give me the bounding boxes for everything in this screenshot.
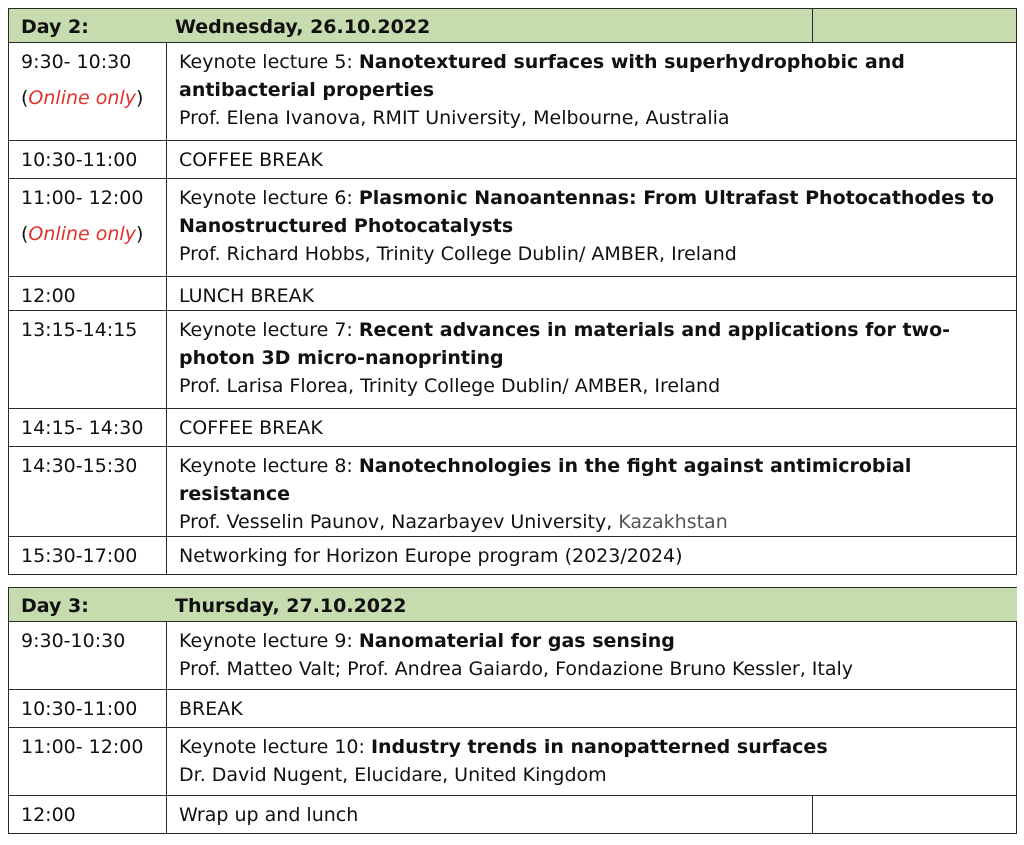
time-text: 11:00- 12:00 — [21, 187, 144, 209]
session-text: BREAK — [179, 698, 243, 720]
session-cell — [167, 179, 1017, 277]
lecture-title: Recent advances in materials and applications for two-photon 3D micro-nanoprinting — [179, 319, 951, 369]
time-cell — [9, 690, 167, 728]
time-text: 12:00 — [21, 285, 76, 307]
time-cell — [9, 179, 167, 277]
day2-header-empty-cell — [813, 9, 1017, 43]
lecture-title: Industry trends in nanopatterned surfaces — [370, 736, 828, 758]
time-text: 14:30-15:30 — [21, 455, 138, 477]
lecture-prefix: Keynote lecture 8: — [179, 455, 359, 477]
time-cell — [9, 622, 167, 690]
schedule-row — [9, 690, 1017, 728]
session-cell — [167, 690, 1017, 728]
schedule-row — [9, 277, 1017, 311]
day2-schedule-table — [8, 8, 1017, 575]
lecture-prefix: Keynote lecture 5: — [179, 51, 359, 73]
speaker-country: Kazakhstan — [618, 511, 728, 533]
session-cell — [167, 537, 1017, 575]
schedule-row — [9, 409, 1017, 447]
online-note-text: Online only — [28, 87, 136, 109]
day3-schedule-table — [8, 587, 1017, 834]
lecture-title: Plasmonic Nanoantennas: From Ultrafast Photocathodes to Nanostructured Photocatalysts — [179, 187, 995, 237]
time-text: 15:30-17:00 — [21, 545, 138, 567]
lecture-title: Nanomaterial for gas sensing — [358, 630, 675, 652]
speaker-text: Dr. David Nugent, Elucidare, United Kingdom — [179, 764, 607, 786]
session-cell — [167, 277, 1017, 311]
schedule-row — [9, 796, 1017, 834]
session-cell — [167, 43, 1017, 141]
time-cell — [9, 447, 167, 537]
time-cell — [9, 796, 167, 834]
empty-cell — [813, 796, 1017, 834]
time-cell — [9, 409, 167, 447]
time-text: 9:30-10:30 — [21, 630, 126, 652]
day2-label: Day 2: — [21, 16, 89, 38]
schedule-row — [9, 537, 1017, 575]
session-cell — [167, 409, 1017, 447]
lecture-prefix: Keynote lecture 6: — [179, 187, 359, 209]
time-text: 13:15-14:15 — [21, 319, 138, 341]
lecture-title: Nanotextured surfaces with superhydrophobic and antibacterial properties — [179, 51, 905, 101]
time-cell — [9, 277, 167, 311]
day3-date: Thursday, 27.10.2022 — [175, 595, 407, 617]
schedule-row — [9, 179, 1017, 277]
time-text: 11:00- 12:00 — [21, 736, 144, 758]
schedule-row — [9, 43, 1017, 141]
session-cell — [167, 796, 813, 834]
time-text: 9:30- 10:30 — [21, 51, 132, 73]
lecture-title: Nanotechnologies in the fight against antimicrobial resistance — [179, 455, 912, 505]
session-text: COFFEE BREAK — [179, 149, 323, 171]
day2-header-cell — [9, 9, 813, 43]
speaker-text: Prof. Richard Hobbs, Trinity College Dublin/ AMBER, Ireland — [179, 243, 737, 265]
schedule-row — [9, 447, 1017, 537]
session-cell — [167, 622, 1017, 690]
time-text: 12:00 — [21, 804, 76, 826]
time-cell — [9, 537, 167, 575]
lecture-prefix: Keynote lecture 10: — [179, 736, 371, 758]
session-cell — [167, 447, 1017, 537]
lecture-prefix: Keynote lecture 7: — [179, 319, 359, 341]
day2-date: Wednesday, 26.10.2022 — [175, 16, 431, 38]
session-text: Wrap up and lunch — [179, 804, 359, 826]
schedule-row — [9, 141, 1017, 179]
speaker-text: Prof. Elena Ivanova, RMIT University, Melbourne, Australia — [179, 107, 730, 129]
time-text: 10:30-11:00 — [21, 149, 138, 171]
online-note: (Online only) — [21, 87, 144, 109]
schedule-row — [9, 622, 1017, 690]
time-cell — [9, 141, 167, 179]
online-note: (Online only) — [21, 223, 144, 245]
speaker-text: Prof. Vesselin Paunov, Nazarbayev University, — [179, 511, 619, 533]
session-cell — [167, 311, 1017, 409]
session-text: LUNCH BREAK — [179, 285, 315, 307]
time-cell — [9, 311, 167, 409]
lecture-prefix: Keynote lecture 9: — [179, 630, 359, 652]
speaker-text: Prof. Larisa Florea, Trinity College Dublin/ AMBER, Ireland — [179, 375, 721, 397]
speaker-text: Prof. Matteo Valt; Prof. Andrea Gaiardo, Fondazione Bruno Kessler, Italy — [179, 658, 854, 680]
session-cell — [167, 728, 1017, 796]
session-cell — [167, 141, 1017, 179]
schedule-row — [9, 728, 1017, 796]
day2-header-row — [9, 9, 1017, 43]
session-text: COFFEE BREAK — [179, 417, 323, 439]
schedule-row — [9, 311, 1017, 409]
day3-label: Day 3: — [21, 595, 89, 617]
time-cell — [9, 43, 167, 141]
time-cell — [9, 728, 167, 796]
day3-header-row — [9, 588, 1017, 622]
day3-header-cell — [9, 588, 1017, 622]
online-note-text: Online only — [28, 223, 136, 245]
time-text: 10:30-11:00 — [21, 698, 138, 720]
time-text: 14:15- 14:30 — [21, 417, 144, 439]
session-text: Networking for Horizon Europe program (2023/2024) — [179, 545, 683, 567]
